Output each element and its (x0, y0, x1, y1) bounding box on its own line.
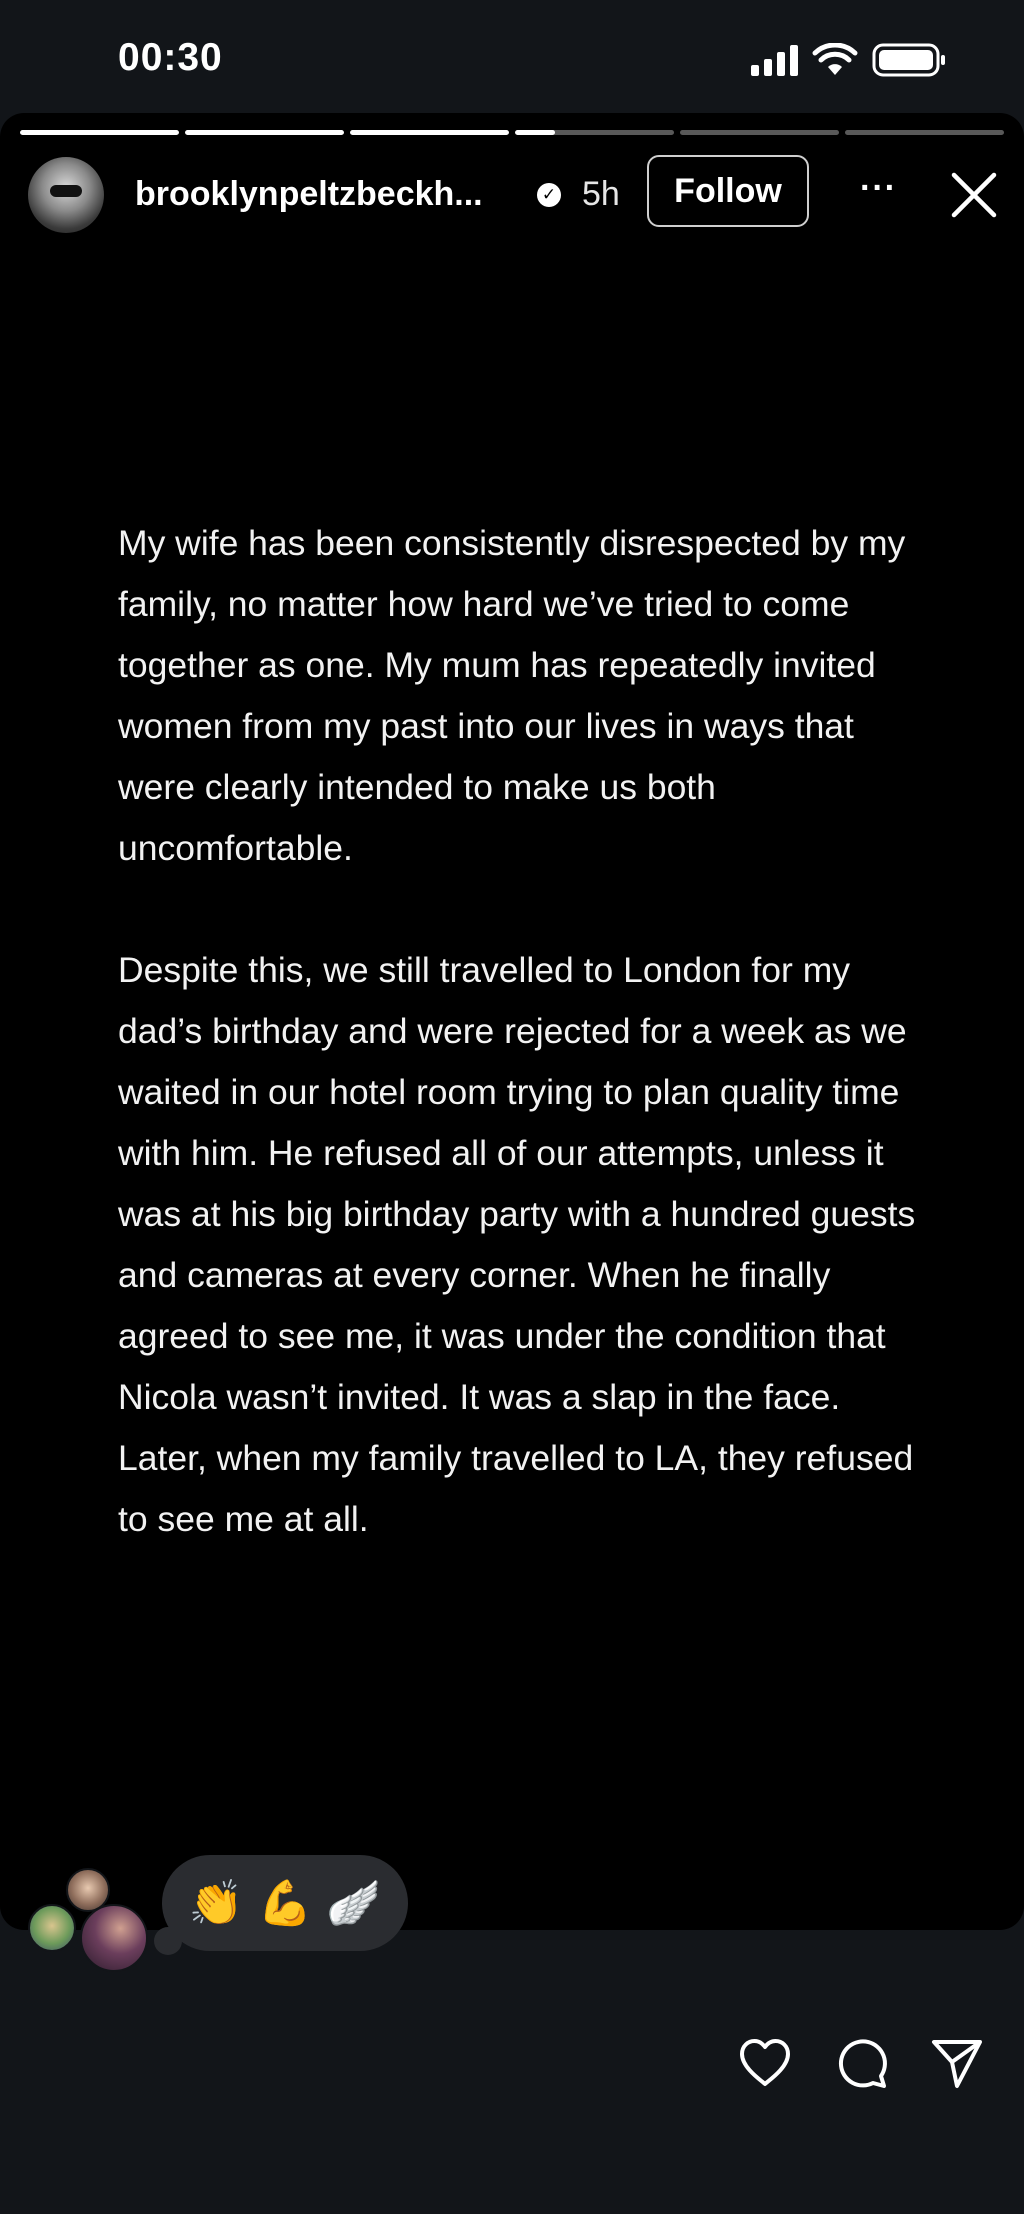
more-options-icon[interactable]: ··· (860, 169, 897, 207)
story-paragraph: My wife has been consistently disrespected by my family, no matter how hard we’ve tried to come together as one. My mum has repeatedly invited women from my past into our lives in ways that were clearly intended to make us both uncomfortable. (118, 523, 906, 868)
progress-segment (845, 130, 1004, 135)
progress-segment (350, 130, 509, 135)
avatar[interactable] (28, 157, 104, 233)
clap-emoji-icon: 👏 (188, 1879, 244, 1928)
comment-icon[interactable] (832, 2034, 890, 2092)
reactor-avatar (80, 1904, 148, 1972)
reaction-bubble[interactable] (162, 1855, 408, 1951)
post-time: 5h (582, 175, 620, 213)
follow-button[interactable]: Follow (647, 155, 809, 227)
wifi-icon (812, 43, 858, 77)
status-bar (0, 0, 1024, 115)
signal-icon (751, 44, 798, 76)
close-icon[interactable] (946, 167, 1002, 223)
progress-segment (185, 130, 344, 135)
reactor-avatars[interactable] (28, 1868, 148, 1968)
story-paragraph: Despite this, we still travelled to London for my dad’s birthday and were rejected for a week as we waited in our hotel room trying to plan quality time with him. He refused all of our attempts, unless it was at his big birthday party with a hundred guests and cameras at every corner. When he finally agreed to see me, it was under the condition that Nicola wasn’t invited. It was a slap in the face. Later, when my family travelled to LA, they refused to see me at all. (118, 950, 916, 1539)
username[interactable]: brooklynpeltzbeckh... (135, 175, 483, 213)
story-progress (20, 130, 1004, 135)
reactor-avatar (28, 1904, 76, 1952)
progress-segment (515, 130, 674, 135)
progress-segment (20, 130, 179, 135)
heart-icon[interactable] (736, 2034, 794, 2092)
progress-segment (680, 130, 839, 135)
story-actions (736, 2034, 986, 2092)
battery-icon (872, 42, 948, 78)
status-icons (751, 42, 948, 78)
story-header (28, 155, 1008, 235)
verified-badge-icon: ✓ (537, 183, 561, 207)
wing-emoji-icon: 🪽 (326, 1879, 382, 1928)
share-icon[interactable] (928, 2034, 986, 2092)
flexed-biceps-emoji-icon: 💪 (257, 1879, 313, 1928)
story-viewer[interactable] (0, 113, 1024, 1930)
story-text (118, 513, 938, 1611)
status-time: 00:30 (118, 36, 223, 79)
